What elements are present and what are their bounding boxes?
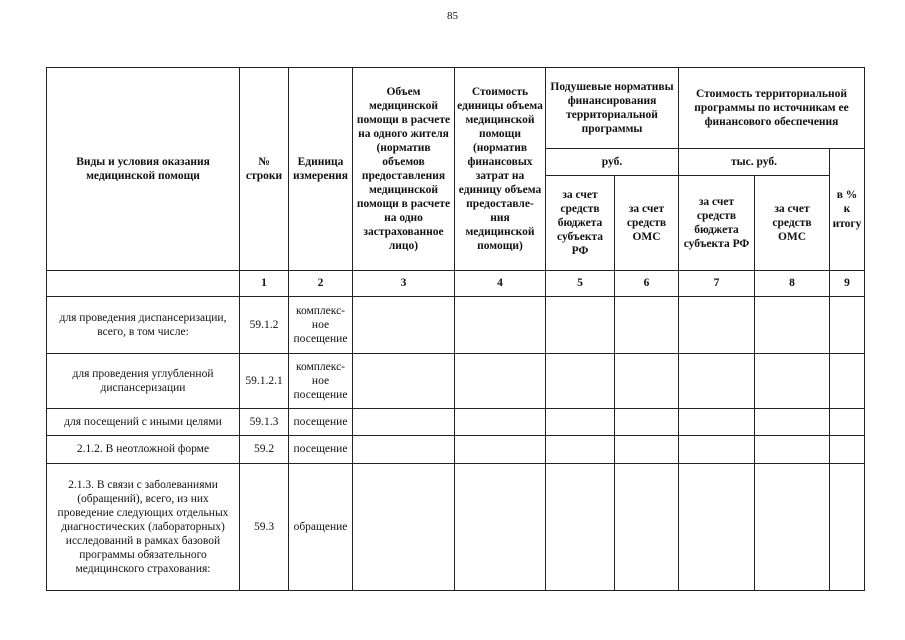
data-cell xyxy=(615,297,679,354)
row-unit: комплекс- ное посещение xyxy=(289,297,353,354)
header-volume: Объем медицинской помощи в расчете на одного жителя (норматив объемов предоставления медицинской помощи в расчете на одно застрахованное лицо) xyxy=(353,68,455,271)
table-row xyxy=(47,297,865,354)
row-unit: обращение xyxy=(289,464,353,591)
data-cell xyxy=(353,354,455,409)
data-cell xyxy=(755,436,830,464)
data-cell xyxy=(546,464,615,591)
data-cell xyxy=(455,409,546,436)
row-number: 59.2 xyxy=(240,436,289,464)
header-budget-rf-thous: за счет средств бюджета субъекта РФ xyxy=(679,176,755,271)
data-cell xyxy=(679,297,755,354)
data-cell xyxy=(679,464,755,591)
table-row xyxy=(47,409,865,436)
column-number: 3 xyxy=(353,271,455,297)
table-row xyxy=(47,354,865,409)
data-cell xyxy=(353,464,455,591)
header-per-capita: Подушевые нормативы финансирования территориальной программы xyxy=(546,68,679,149)
data-cell xyxy=(679,409,755,436)
header-kind: Виды и условия оказания медицинской помощи xyxy=(47,68,240,271)
data-cell xyxy=(615,436,679,464)
data-cell xyxy=(755,464,830,591)
column-number: 1 xyxy=(240,271,289,297)
data-cell xyxy=(830,464,865,591)
data-cell xyxy=(679,354,755,409)
data-cell xyxy=(615,354,679,409)
data-cell xyxy=(546,436,615,464)
row-label: для посещений с иными целями xyxy=(47,409,240,436)
row-number: 59.1.2.1 xyxy=(240,354,289,409)
data-cell xyxy=(830,297,865,354)
header-program-cost: Стоимость территориальной программы по источникам ее финансового обеспечения xyxy=(679,68,865,149)
header-unit-cost: Стоимость единицы объема медицинской помощи (норматив финансовых затрат на единицу объема предоставле- ния медицинской помощи) xyxy=(455,68,546,271)
data-cell xyxy=(546,297,615,354)
data-cell xyxy=(830,409,865,436)
column-number xyxy=(47,271,240,297)
data-cell xyxy=(679,436,755,464)
column-number: 5 xyxy=(546,271,615,297)
row-number: 59.1.2 xyxy=(240,297,289,354)
row-label: 2.1.2. В неотложной форме xyxy=(47,436,240,464)
page-number: 85 xyxy=(447,10,458,22)
data-cell xyxy=(830,436,865,464)
territorial-program-table xyxy=(46,67,865,591)
data-cell xyxy=(455,464,546,591)
data-cell xyxy=(546,354,615,409)
column-number: 7 xyxy=(679,271,755,297)
data-cell xyxy=(615,409,679,436)
header-thous-rub: тыс. руб. xyxy=(679,149,830,176)
data-cell xyxy=(353,409,455,436)
row-label: для проведения углубленной диспансеризации xyxy=(47,354,240,409)
column-number: 2 xyxy=(289,271,353,297)
column-number: 8 xyxy=(755,271,830,297)
header-unit: Единица измерения xyxy=(289,68,353,271)
data-cell xyxy=(455,297,546,354)
header-rub: руб. xyxy=(546,149,679,176)
row-label: 2.1.3. В связи с заболеваниями (обращений), всего, из них проведение следующих отдельных диагностических (лабораторных) исследований в рамках базовой программы обязательного медицинского страхования: xyxy=(47,464,240,591)
data-cell xyxy=(353,297,455,354)
row-unit: комплекс- ное посещение xyxy=(289,354,353,409)
row-number: 59.3 xyxy=(240,464,289,591)
data-cell xyxy=(455,354,546,409)
column-number: 6 xyxy=(615,271,679,297)
header-oms-rub: за счет средств ОМС xyxy=(615,176,679,271)
column-number: 9 xyxy=(830,271,865,297)
header-oms-thous: за счет средств ОМС xyxy=(755,176,830,271)
data-cell xyxy=(755,409,830,436)
table-row xyxy=(47,464,865,591)
column-numbers-row xyxy=(47,271,865,297)
header-row-no: № строки xyxy=(240,68,289,271)
header-percent: в % к итогу xyxy=(830,149,865,271)
row-label: для проведения диспансеризации, всего, в том числе: xyxy=(47,297,240,354)
header-budget-rf-rub: за счет средств бюджета субъекта РФ xyxy=(546,176,615,271)
data-cell xyxy=(615,464,679,591)
data-cell xyxy=(455,436,546,464)
column-number: 4 xyxy=(455,271,546,297)
data-cell xyxy=(546,409,615,436)
row-unit: посещение xyxy=(289,436,353,464)
data-cell xyxy=(830,354,865,409)
row-unit: посещение xyxy=(289,409,353,436)
table-row xyxy=(47,436,865,464)
row-number: 59.1.3 xyxy=(240,409,289,436)
data-cell xyxy=(755,354,830,409)
data-cell xyxy=(755,297,830,354)
data-cell xyxy=(353,436,455,464)
